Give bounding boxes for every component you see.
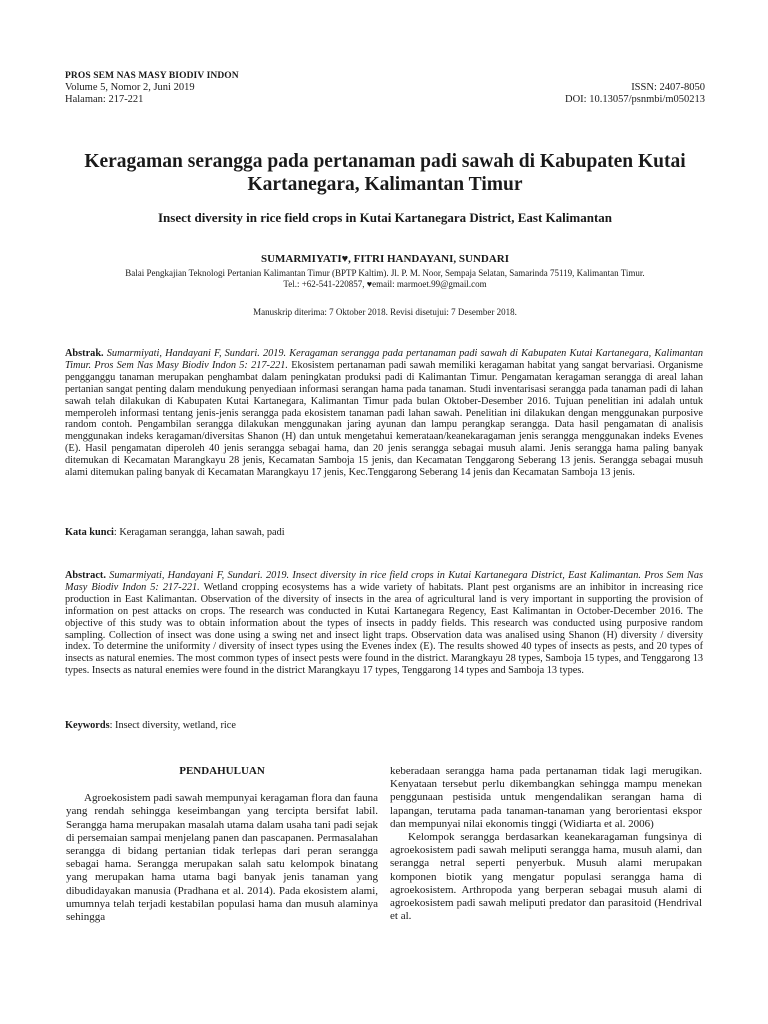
abstract-id-text: Ekosistem pertanaman padi sawah memiliki keragaman habitat yang sangat bervariasi. Organisme pengganggu tanaman merupakan penghambat dalam peningkatan produksi padi di Kalimantan Timur. Pengamatan keragaman serangga di areal lahan pertanian sangat penting dalam mendukung penyediaan informasi serangan hama pada tanaman. Studi inventarisasi serangga pada tanaman padi di lahan sawah telah dilakukan di Kabupaten Kutai Kartanegara, Kalimantan Timur pada bulan Oktober-Desember 2016. Tujuan penelitian ini adalah untuk memperoleh informasi tentang jenis-jenis serangga pada ekosistem tanaman padi lahan sawah. Penelitian ini dilakukan dengan menggunakan purposive random contoh. Pengambilan serangga dilakukan menggunakan jaring ayunan dan lampu perangkap serangga. Data hasil pengamatan di analisis menggunakan indeks keragaman/diversitas Shanon (H) dan untuk mengetahui kemerataan/keanekaragaman jenis serangga menggunakan indeks Evenes (E). Hasil pengamatan diperoleh 40 jenis serangga sebagai hama, dan 20 jenis serangga sebagai musuh alami. Jenis serangga hama paling banyak ditemukan di Kecamatan Marangkayu 28 jenis, Kecamatan Samboja 15 jenis, dan Kecamatan Tenggarong Seberang 13 jenis. Serangga sebagai musuh alami ditemukan paling banyak di Kecamatan Marangkayu 17 jenis, Kec.Tenggarong Seberang 14 jenis dan Kecamatan Samboja 13 jenis.: [65, 359, 704, 479]
abstract-en-citation: Sumarmiyati, Handayani F, Sundari. 2019. Insect diversity in rice field crops in Kutai Kartanegara District, East Kalimantan. Pros Sem Nas Masy Biodiv Indon 5: 217-221.: [65, 570, 703, 593]
paper-subtitle: Insect diversity in rice field crops in Kutai Kartanegara District, East Kalimantan: [158, 210, 612, 225]
journal-volume: Volume 5, Nomor 2, Juni 2019: [65, 82, 195, 93]
keywords-en-label: Keywords: [65, 720, 110, 731]
abstract-id-label: Abstrak.: [65, 348, 104, 359]
journal-doi: DOI: 10.13057/psnmbi/m050213: [564, 94, 705, 105]
journal-pages: Halaman: 217-221: [65, 94, 144, 105]
abstract-id-citation: Sumarmiyati, Handayani F, Sundari. 2019. Keragaman serangga pada pertanaman padi sawah di Kabupaten Kutai Kartanegara, Kalimantan Timur. Pros Sem Nas Masy Biodiv Indon 5: 217-221.: [65, 348, 704, 371]
abstract-en-label: Abstract.: [65, 570, 106, 581]
abstract-en-text: Wetland cropping ecosystems has a wide variety of habitats. Plant pest organisms are an inhibitor in increasing rice production in East Kalimantan. Observation of the diversity of insects in the area of agricultural land is very important in supporting the provision of information on pest attacks on crops. The research was conducted in Kutai Kartanegara Regency, East Kalimantan in October-December 2016. The objective of this study was to obtain information about the types of insects in paddy fields. This research was conducted using purposive random sampling. Collection of insect was done using a swing net and insect light traps. Observation data was analised using Shanon (H) diversity / diversity index. To determine the uniformity / diversity of insect types using the Evenes index (E). The results showed 40 types of insects as pests, and 20 types of insects as natural enemies. The most common types of insect pests were found in the district. Marangkayu 28 types, Samboja 15 types, and Tenggarong 13 types. Insects as natural enemies were found in the district Marangkayu 17 types, Tenggarong 14 types and Samboja 13 types.: [65, 581, 703, 677]
manuscript-dates: Manuskrip diterima: 7 Oktober 2018. Revisi disetujui: 7 Desember 2018.: [253, 307, 517, 317]
keywords-id-text: : Keragaman serangga, lahan sawah, padi: [113, 527, 285, 538]
journal-name: PROS SEM NAS MASY BIODIV INDON: [65, 71, 239, 81]
body-column-left: [66, 765, 378, 924]
keywords-id-label: Kata kunci: [65, 527, 114, 538]
keywords-english: [65, 720, 703, 731]
abstract-english: [65, 570, 703, 677]
header-row-volume: [65, 82, 705, 94]
keywords-indonesian: [65, 527, 703, 538]
body-paragraph: Agroekosistem padi sawah mempunyai keragaman flora dan fauna yang rendah sehingga keseimbangan yang tercipta bersifat labil. Serangga hama merupakan masalah utama dalam usaha tani padi sejak di persemaian sampai menjelang panen dan pascapanen. Permasalahan serangga di bidang pertanian tidak terlepas dari peran serangga sebagai hama. Serangga merupakan salah satu kelompok binatang yang merupakan hama utama bagi banyak jenis tanaman yang dibudidayakan manusia (Pradhana et al. 2014). Pada ekosistem alami, umumnya telah terjadi kestabilan populasi hama dan musuh alaminya sehingga: [66, 792, 378, 924]
body-paragraph: keberadaan serangga hama pada pertanaman tidak lagi merugikan. Kenyataan tersebut perlu dikembangkan sehingga mampu menekan penggunaan pestisida untuk mengendalikan serangan hama di lapangan, terutama pada tanaman-tanaman yang berorientasi ekspor dan mempunyai nilai ekonomis tinggi (Widiarta et al. 2006): [390, 765, 702, 830]
abstract-indonesian: [65, 348, 703, 479]
affiliation-address: Balai Pengkajian Teknologi Pertanian Kalimantan Timur (BPTP Kaltim). Jl. P. M. Noor, Sempaja Selatan, Samarinda 75119, Kalimantan Timur.: [125, 268, 645, 278]
journal-header: [65, 70, 705, 110]
section-heading: PENDAHULUAN: [179, 765, 265, 777]
header-row-pages: [65, 94, 705, 106]
affiliation-contact: Tel.: +62-541-220857, ♥email: marmoet.99@gmail.com: [283, 279, 487, 289]
paper-authors: SUMARMIYATI♥, FITRI HANDAYANI, SUNDARI: [260, 253, 510, 265]
journal-issn: ISSN: 2407-8050: [631, 82, 705, 93]
paper-title: Keragaman serangga pada pertanaman padi sawah di Kabupaten Kutai Kartanegara, Kalimantan Timur: [84, 151, 686, 195]
author-affiliation: [65, 268, 705, 290]
keywords-en-text: : Insect diversity, wetland, rice: [109, 720, 236, 731]
body-column-right: [390, 765, 702, 923]
body-paragraph: Kelompok serangga berdasarkan keanekaragaman fungsinya di agroekosistem padi sawah meliputi serangga hama, musuh alami, dan serangga netral seperti penyerbuk. Musuh alami merupakan komponen biotik yang mengatur populasi serangga hama di agroekosistem. Arthropoda yang berperan sebagai musuh alami di agroekosistem padi sawah meliputi predator dan parasitoid (Hendrival et al.: [390, 831, 702, 923]
